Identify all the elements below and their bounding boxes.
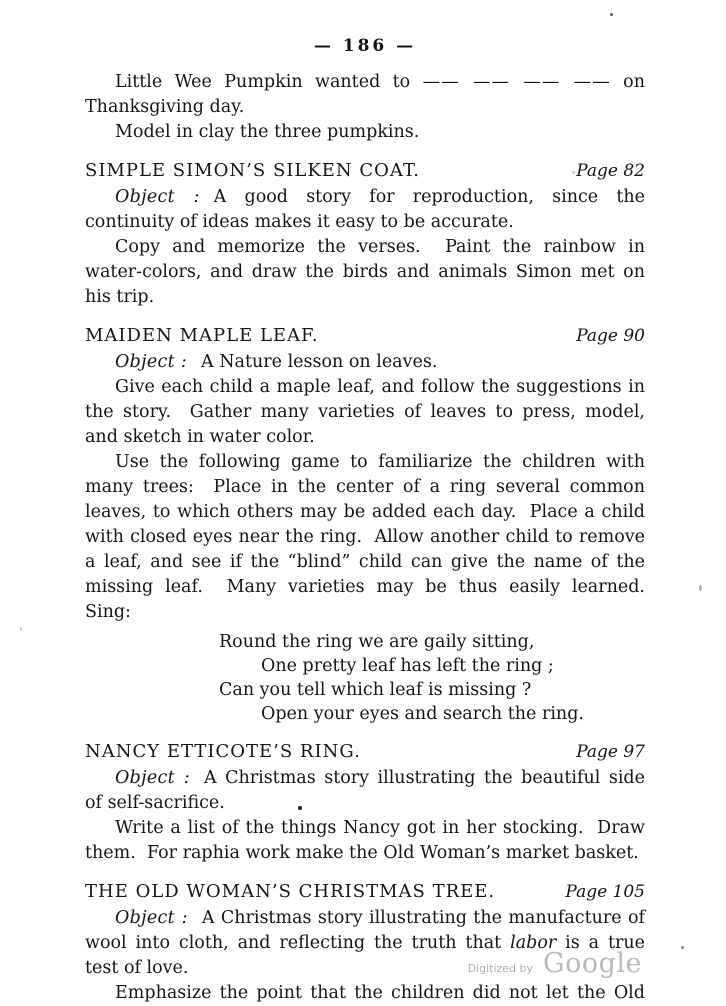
section-nancy-etticotes-ring — [85, 739, 651, 866]
body-paragraph: Write a list of the things Nancy got in her stocking. Draw them. For raphia work make the Old Woman’s market basket. — [85, 818, 651, 863]
section-heading-row — [85, 739, 645, 765]
section-page-ref: Page 82 — [576, 161, 645, 181]
section-page-ref: Page 105 — [565, 882, 645, 902]
object-label: Object : — [115, 187, 200, 207]
section-simple-simons-silken-coat — [85, 158, 651, 310]
intro-text-pre: Little Wee Pumpkin wanted to — [115, 72, 423, 92]
object-label: Object : — [115, 908, 188, 928]
section-page-ref: Page 90 — [576, 326, 645, 346]
section-heading-row — [85, 879, 645, 905]
intro-paragraph-2: Model in clay the three pumpkins. — [115, 122, 420, 142]
section-title: SIMPLE SIMON’S SILKEN COAT. — [85, 160, 421, 181]
song-verse — [219, 630, 645, 726]
verse-line: Open your eyes and search the ring. — [261, 704, 584, 724]
body-paragraph: Give each child a maple leaf, and follow the suggestions in the story. Gather many varieties of leaves to press, model, and sketch in water color. — [85, 377, 651, 447]
digitization-watermark — [468, 948, 642, 979]
verse-line: Round the ring we are gaily sitting, — [219, 632, 535, 652]
section-page-ref: Page 97 — [576, 742, 645, 762]
object-paragraph — [85, 185, 651, 235]
scan-artifact — [572, 171, 575, 174]
section-maiden-maple-leaf — [85, 323, 657, 726]
body-paragraph: Copy and memorize the verses. Paint the rainbow in water-colors, and draw the birds and animals Simon met on his trip. — [85, 237, 651, 307]
verse-line: Can you tell which leaf is missing ? — [219, 680, 532, 700]
object-text: A Christmas story illustrating the beautiful side of self-sacrifice. — [85, 768, 651, 813]
object-label: Object : — [115, 768, 190, 788]
body-paragraph-cut-off: Emphasize the point that the children did not let the Old — [115, 983, 645, 1003]
section-heading-row — [85, 323, 645, 349]
object-paragraph — [85, 766, 651, 816]
object-paragraph — [85, 350, 645, 375]
intro-text-post: on Thanksgiving day. — [85, 72, 651, 117]
section-old-womans-christmas-tree — [85, 879, 651, 1006]
object-text: A Nature lesson on leaves. — [201, 352, 438, 372]
scan-artifact — [699, 585, 702, 591]
intro-paragraph-1 — [85, 70, 651, 120]
object-text-emphasis: labor — [510, 933, 557, 953]
object-text: is a true test of love. — [85, 933, 651, 978]
scan-artifact — [298, 806, 302, 810]
verse-line: One pretty leaf has left the ring ; — [261, 656, 554, 676]
section-title: THE OLD WOMAN’S CHRISTMAS TREE. — [85, 881, 496, 902]
digitized-by-label: Digitized by — [467, 962, 534, 975]
section-heading-row — [85, 158, 645, 184]
section-title: NANCY ETTICOTE’S RING. — [85, 741, 361, 762]
scan-artifact — [610, 13, 613, 16]
body-paragraph: Use the following game to familiarize the children with many trees: Place in the center of a ring several common leaves, to which others may be added each day. Place a child with closed eyes near the ring. Allow another child to remove a leaf, and see if the “blind” child can give the name of the missing leaf. Many varieties may be thus easily learned. Sing: — [85, 452, 657, 622]
page-number: — 186 — — [313, 36, 417, 56]
google-logo: Google — [543, 948, 642, 979]
fill-in-blanks: —— —— —— —— — [422, 72, 611, 92]
object-label: Object : — [115, 352, 188, 372]
scan-artifact — [681, 946, 684, 949]
object-text: A good story for reproduction, since the continuity of ideas makes it easy to be accurate. — [85, 187, 651, 232]
object-text: A Christmas story illustrating the manufacture of wool into cloth, and reflecting the truth that — [85, 908, 651, 953]
section-title: MAIDEN MAPLE LEAF. — [85, 325, 319, 346]
scan-artifact — [20, 627, 22, 631]
